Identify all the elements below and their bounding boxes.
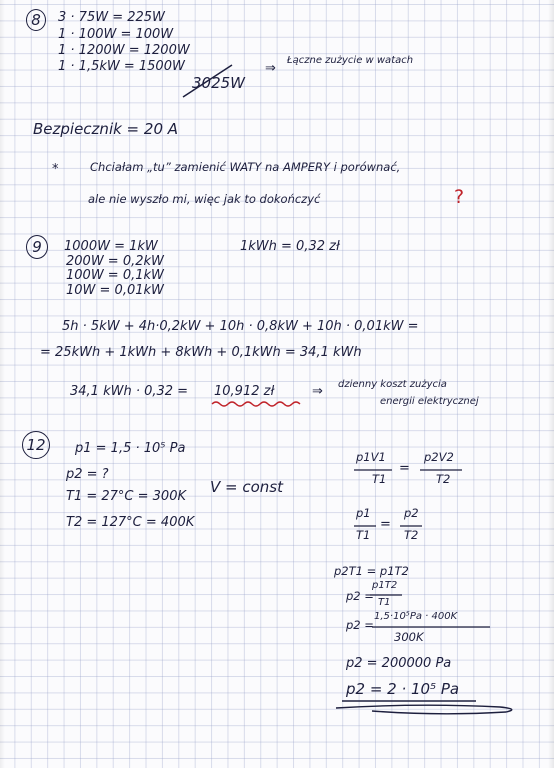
eq5-denominator: 300K xyxy=(394,630,424,644)
problem-8-slash xyxy=(183,65,232,97)
problem-9-conversion-4: 10W = 0,01kW xyxy=(66,283,164,298)
problem-12-t2: T2 = 127°C = 400K xyxy=(66,515,195,530)
problem-9-cost-note-1: dzienny koszt zużycia xyxy=(338,379,447,390)
eq2-equals: = xyxy=(380,517,391,532)
problem-8-line-3: 1 · 1200W = 1200W xyxy=(58,43,190,58)
problem-8-line-4: 1 · 1,5kW = 1500W xyxy=(58,59,185,74)
cost-wavy-underline xyxy=(212,402,300,406)
problem-8-arrow: ⇒ xyxy=(265,61,276,76)
eq4-numerator: p1T2 xyxy=(372,580,398,591)
eq5-left: p2 = xyxy=(346,618,374,632)
note-line-2: ale nie wyszło mi, więc jak to dokończyć xyxy=(88,192,321,206)
eq4-left: p2 = xyxy=(346,589,374,603)
problem-8-line-1: 3 · 75W = 225W xyxy=(58,10,165,25)
problem-9-cost-arrow: ⇒ xyxy=(312,384,323,399)
eq1-right-numerator: p2V2 xyxy=(424,450,454,464)
eq1-right-denominator: T2 xyxy=(436,472,451,486)
problem-9-calc-1: 5h · 5kW + 4h·0,2kW + 10h · 0,8kW + 10h · 0,01kW = xyxy=(62,319,419,334)
note-line-1: Chciałam „tu” zamienić WATY na AMPERY i porównać, xyxy=(90,160,401,174)
eq7: p2 = 2 · 10⁵ Pa xyxy=(346,680,460,698)
problem-8-line-2: 1 · 100W = 100W xyxy=(58,27,174,42)
problem-9-conversion-2: 200W = 0,2kW xyxy=(66,254,164,269)
problem-9-conversion-1: 1000W = 1kW xyxy=(64,239,158,254)
eq2-right-numerator: p2 xyxy=(404,506,419,520)
fuse-text: Bezpiecznik = 20 A xyxy=(33,120,179,138)
eq1-left-denominator: T1 xyxy=(372,472,387,486)
problem-9-calc-2: = 25kWh + 1kWh + 8kWh + 0,1kWh = 34,1 kWh xyxy=(40,345,362,360)
eq1-left-numerator: p1V1 xyxy=(356,450,386,464)
problem-9-conversion-3: 100W = 0,1kW xyxy=(66,268,164,283)
problem-12-volume-constant: V = const xyxy=(210,478,283,496)
final-swoosh xyxy=(336,705,512,714)
problem-12-t1: T1 = 27°C = 300K xyxy=(66,489,186,504)
problem-9-cost-value: 10,912 zł xyxy=(214,384,275,399)
problem-8-total-note: Łączne zużycie w watach xyxy=(287,55,414,66)
problem-8-total: 3025W xyxy=(192,74,246,92)
problem-9-number-text: 9 xyxy=(32,238,42,256)
eq2-left-numerator: p1 xyxy=(356,506,371,520)
eq2-left-denominator: T1 xyxy=(356,528,371,542)
problem-9-cost-left: 34,1 kWh · 0,32 = xyxy=(70,384,189,399)
note-question-mark: ? xyxy=(454,186,465,208)
eq3: p2T1 = p1T2 xyxy=(334,564,409,578)
problem-8-number-text: 8 xyxy=(31,11,41,29)
eq2-right-denominator: T2 xyxy=(404,528,419,542)
note-star: * xyxy=(52,162,59,177)
problem-12-p1: p1 = 1,5 · 10⁵ Pa xyxy=(75,441,186,456)
eq6: p2 = 200000 Pa xyxy=(346,656,452,671)
eq5-numerator: 1,5·10⁵Pa · 400K xyxy=(374,611,458,622)
problem-12-number-text: 12 xyxy=(26,436,46,454)
problem-9-rate: 1kWh = 0,32 zł xyxy=(240,239,340,254)
eq4-denominator: T1 xyxy=(378,597,391,608)
problem-9-cost-note-2: energii elektrycznej xyxy=(380,396,479,407)
eq1-equals: = xyxy=(399,461,410,476)
problem-12-p2: p2 = ? xyxy=(66,467,109,482)
